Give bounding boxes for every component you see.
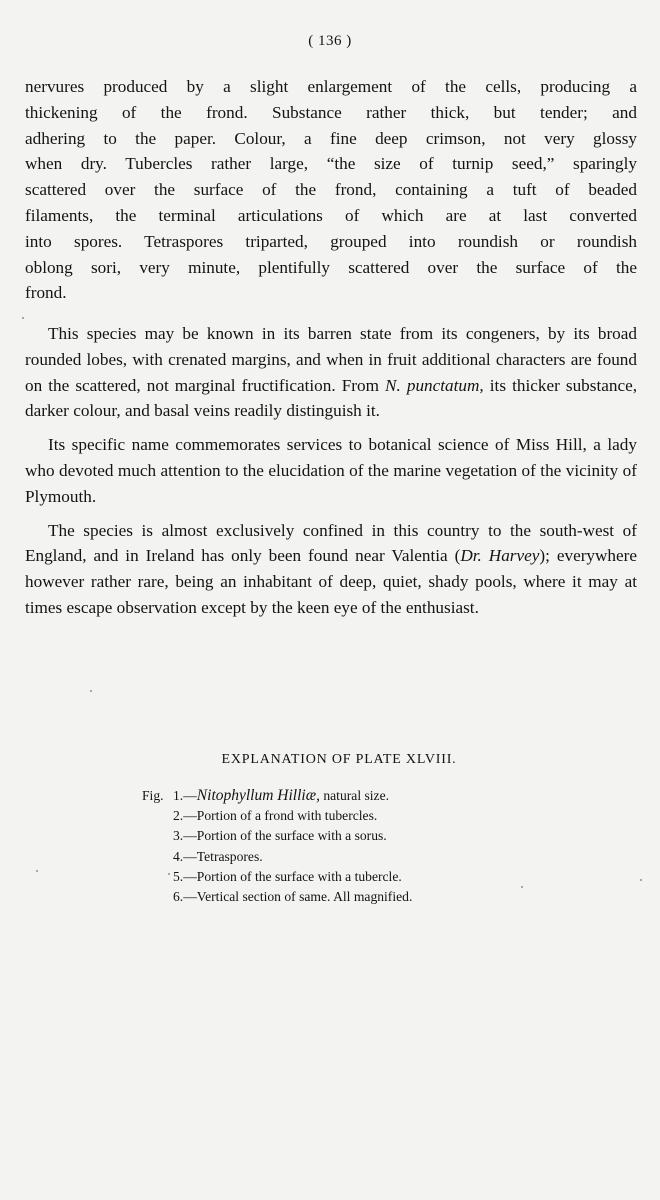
text-line: into spores. Tetraspores triparted, grouped into roundish or roundish	[25, 231, 637, 251]
text-line: when dry. Tubercles rather large, “the size of turnip seed,” sparingly	[25, 154, 637, 174]
text-line: thickening of the frond. Substance rather thick, but tender; and	[25, 102, 637, 122]
text-line: nervures produced by a slight enlargement of the cells, producing a	[25, 77, 637, 96]
print-speck	[168, 873, 170, 875]
print-speck	[22, 317, 24, 319]
print-speck	[90, 690, 92, 692]
print-speck	[640, 879, 642, 881]
figure-item: 4.—Tetraspores.	[173, 848, 263, 864]
print-speck	[36, 870, 38, 872]
fig-prefix: Fig.	[142, 788, 164, 803]
congeners-paragraph: This species may be known in its barren state from its congeners, by its broad rounded lobes, with crenated margins, and when in fruit additional characters are found on the scattered, not marginal fructification. From N. punctatum, its thicker substance, darker colour, and basal veins readily distinguish it.	[25, 324, 637, 421]
page-number: ( 136 )	[308, 33, 352, 49]
plate-explanation	[0, 752, 660, 905]
text-line: scattered over the surface of the frond, containing a tuft of beaded	[25, 180, 637, 200]
authority-name: Dr. Harvey	[460, 546, 540, 566]
figure-item: 5.—Portion of the surface with a tubercle.	[173, 868, 402, 884]
figure-item: 3.—Portion of the surface with a sorus.	[173, 828, 387, 844]
text-line: adhering to the paper. Colour, a fine deep crimson, not very glossy	[25, 128, 637, 148]
plate-title: EXPLANATION OF PLATE XLVIII.	[221, 752, 457, 767]
figure-item: 6.—Vertical section of same. All magnified.	[173, 889, 413, 905]
description-paragraph	[25, 74, 637, 306]
commentary	[25, 321, 637, 621]
figure-species: Nitophyllum Hilliæ,	[196, 787, 320, 804]
species-name: N. punctatum,	[385, 375, 484, 395]
distribution-paragraph: The species is almost exclusively confined in this country to the south-west of England, and in Ireland has only been found near Valentia (Dr. Harvey); everywhere however rather rare, being an inhabitant of deep, quiet, shady pools, where it may at times escape observation except by the keen eye of the enthusiast.	[25, 520, 638, 617]
figure-list	[142, 786, 412, 907]
figure-item: Fig. 1.—Nitophyllum Hilliæ, natural size.	[142, 786, 412, 806]
text-line: oblong sori, very minute, plentifully scattered over the surface of the	[25, 257, 637, 277]
text-line: filaments, the terminal articulations of which are at last converted	[25, 205, 637, 225]
name-origin-paragraph: Its specific name commemorates services to botanical science of Miss Hill, a lady who devoted much attention to the elucidation of the marine vegetation of the vicinity of Plymouth.	[25, 435, 637, 506]
figure-item: 2.—Portion of a frond with tubercles.	[173, 808, 378, 824]
text-line: frond.	[25, 283, 67, 303]
print-speck	[521, 886, 523, 888]
